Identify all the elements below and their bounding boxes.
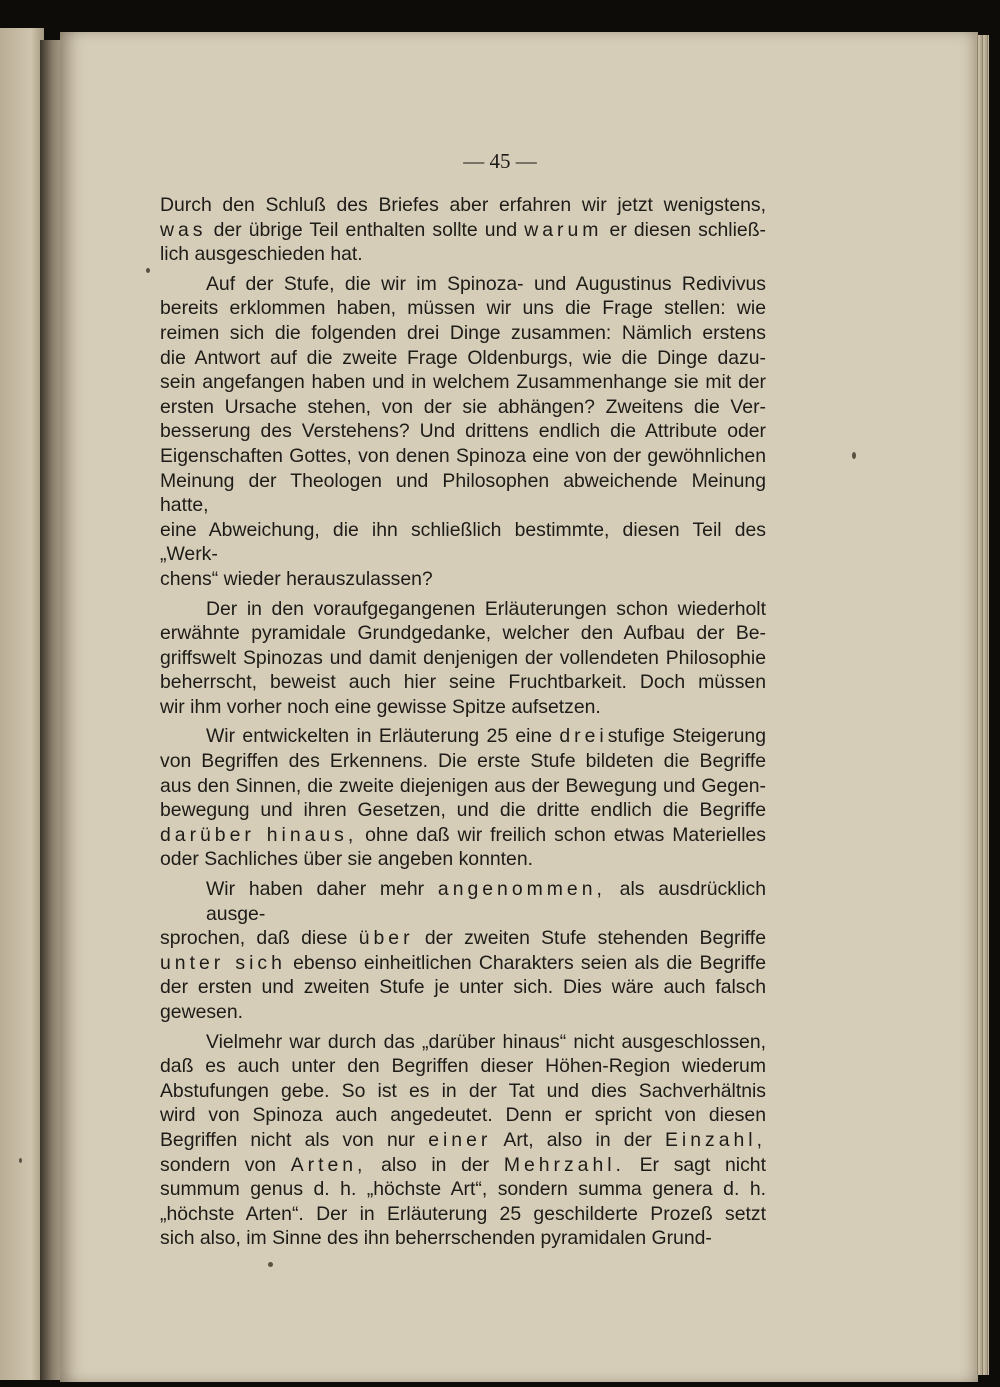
text-segment: Durch den Schluß des Briefes aber erfahren wir jetzt wenigstens, xyxy=(160,194,766,216)
text-line xyxy=(160,419,766,444)
text-line xyxy=(160,193,766,218)
text-line xyxy=(160,218,766,243)
text-line xyxy=(160,444,766,469)
text-line xyxy=(160,1079,766,1104)
text-line xyxy=(160,1103,766,1128)
text-segment: bereits erklommen haben, müssen wir uns die Frage stellen: wie xyxy=(160,297,766,320)
text-segment: Wir entwickelten in Erläuterung 25 eine xyxy=(206,725,560,748)
paragraph xyxy=(160,724,766,872)
text-line xyxy=(160,1177,766,1202)
text-line xyxy=(160,469,766,518)
text-segment: griffswelt Spinozas und damit denjenigen der vollendeten Philosophie xyxy=(160,646,766,669)
text-segment: sondern von xyxy=(160,1153,291,1176)
page-stack-edge xyxy=(975,35,989,1375)
text-segment: eine Abweichung, die ihn schließlich bestimmte, diesen Teil des „Werk- xyxy=(160,518,766,566)
paper-speck xyxy=(852,452,856,459)
text-line xyxy=(160,395,766,420)
text-segment: als ausdrücklich ausge- xyxy=(206,878,767,925)
paper-speck xyxy=(19,1158,22,1163)
text-segment: gewesen. xyxy=(160,1001,244,1023)
text-line xyxy=(160,370,766,395)
text-segment: Wir haben daher mehr xyxy=(206,878,438,901)
spaced-emphasis: darüber hinaus, xyxy=(160,823,358,846)
text-segment: die Antwort auf die zweite Frage Oldenburgs, wie die Dinge dazu- xyxy=(160,346,766,369)
text-line xyxy=(160,774,766,799)
text-segment: beherrscht, beweist auch hier seine Fruchtbarkeit. Doch müssen xyxy=(160,671,766,694)
text-line xyxy=(160,567,766,592)
page-number: — 45 — xyxy=(463,149,537,173)
text-line xyxy=(160,242,766,267)
text-segment: Begriffen nicht als von nur xyxy=(160,1128,429,1151)
text-line xyxy=(160,695,766,720)
text-segment: wir ihm vorher noch eine gewisse Spitze aufsetzen. xyxy=(160,695,601,718)
text-line xyxy=(160,1153,766,1178)
body-text xyxy=(160,193,766,1251)
text-segment: stufige Steigerung xyxy=(607,725,766,748)
spaced-emphasis: Mehrzahl. xyxy=(503,1153,625,1176)
spaced-emphasis: einer xyxy=(428,1128,492,1151)
text-segment: reimen sich die folgenden drei Dinge zusammen: Nämlich erstens xyxy=(160,321,766,344)
text-line xyxy=(160,296,766,321)
text-line xyxy=(160,724,766,749)
text-line xyxy=(160,272,766,297)
text-segment: sein angefangen haben und in welchem Zusammenhange sie mit der xyxy=(160,371,766,394)
text-line xyxy=(160,798,766,823)
text-segment: Der in den voraufgegangenen Erläuterungen schon wiederholt xyxy=(206,597,766,620)
text-segment: Art, also in der xyxy=(491,1128,665,1151)
text-segment: der zweiten Stufe stehenden Begriffe xyxy=(413,927,766,950)
text-line xyxy=(160,670,766,695)
text-segment: summum genus d. h. „höchste Art“, sondern summa genera d. h. xyxy=(160,1178,766,1201)
spaced-emphasis: Arten, xyxy=(290,1153,367,1176)
paper-speck xyxy=(268,1262,273,1267)
text-line xyxy=(160,1030,766,1055)
text-segment: „höchste Arten“. Der in Erläuterung 25 geschilderte Prozeß setzt xyxy=(160,1202,766,1225)
text-line xyxy=(160,926,766,951)
text-segment: Vielmehr war durch das „darüber hinaus“ nicht ausgeschlossen, xyxy=(206,1030,766,1053)
text-line xyxy=(160,975,766,1000)
text-segment: ersten Ursache stehen, von der sie abhängen? Zweitens die Ver- xyxy=(160,395,766,418)
text-line xyxy=(160,1128,766,1153)
text-line xyxy=(160,823,766,848)
spaced-emphasis: Einzahl, xyxy=(665,1128,766,1151)
text-segment: Auf der Stufe, die wir im Spinoza- und Augustinus Redivivus xyxy=(206,272,766,295)
spaced-emphasis: angenommen, xyxy=(437,878,606,901)
text-line xyxy=(160,877,766,926)
paragraph xyxy=(160,597,766,720)
text-segment: Er sagt nicht xyxy=(624,1153,766,1176)
paragraph xyxy=(160,193,766,267)
paragraph xyxy=(160,877,766,1025)
text-line xyxy=(160,321,766,346)
text-segment: er diesen schließ- xyxy=(602,218,767,241)
text-line xyxy=(160,518,766,567)
text-segment: ohne daß wir freilich schon etwas Materielles xyxy=(357,823,767,846)
text-line xyxy=(160,847,766,872)
text-line xyxy=(160,1054,766,1079)
spaced-emphasis: was xyxy=(160,218,207,241)
text-segment: ebenso einheitlichen Charakters seien als die Begriffe xyxy=(285,951,766,974)
text-segment: von Begriffen des Erkennens. Die erste Stufe bildeten die Begriffe xyxy=(160,750,766,773)
text-segment: der ersten und zweiten Stufe je unter sich. Dies wäre auch falsch xyxy=(160,976,766,999)
text-segment: Meinung der Theologen und Philosophen abweichende Meinung hatte, xyxy=(160,469,766,517)
text-line xyxy=(160,1000,766,1025)
paragraph xyxy=(160,272,766,592)
text-line xyxy=(160,621,766,646)
spaced-emphasis: warum xyxy=(524,218,603,241)
paragraph xyxy=(160,1030,766,1251)
spaced-emphasis: unter sich xyxy=(160,951,286,974)
text-segment: lich ausgeschieden hat. xyxy=(160,243,363,266)
text-line xyxy=(160,1202,766,1227)
text-segment: besserung des Verstehens? Und drittens endlich die Attribute oder xyxy=(160,420,766,443)
text-segment: sich also, im Sinne des ihn beherrschenden pyramidalen Grund- xyxy=(160,1227,712,1250)
text-line xyxy=(160,646,766,671)
text-line xyxy=(160,346,766,371)
text-line xyxy=(160,597,766,622)
text-segment: aus den Sinnen, die zweite diejenigen aus der Bewegung und Gegen- xyxy=(160,774,766,797)
text-segment: Abstufungen gebe. So ist es in der Tat und dies Sachverhältnis xyxy=(160,1079,766,1102)
text-segment: erwähnte pyramidale Grundgedanke, welcher den Aufbau der Be- xyxy=(160,622,766,645)
text-segment: Eigenschaften Gottes, von denen Spinoza eine von der gewöhnlichen xyxy=(160,444,766,467)
paper-speck xyxy=(146,268,150,273)
text-segment: oder Sachliches über sie angeben konnten. xyxy=(160,848,533,871)
text-segment: der übrige Teil enthalten sollte und xyxy=(206,218,525,241)
text-segment: sprochen, daß diese xyxy=(160,927,359,950)
text-segment: daß es auch unter den Begriffen dieser Höhen-Region wiederum xyxy=(160,1055,766,1078)
text-segment: wird von Spinoza auch angedeutet. Denn er spricht von diesen xyxy=(160,1104,766,1127)
left-page-edge xyxy=(0,28,44,1380)
text-segment: bewegung und ihren Gesetzen, und die dritte endlich die Begriffe xyxy=(160,799,766,822)
text-segment: chens“ wieder herauszulassen? xyxy=(160,567,433,590)
text-line xyxy=(160,1226,766,1251)
spaced-emphasis: drei xyxy=(559,725,608,748)
text-line xyxy=(160,749,766,774)
text-segment: also in der xyxy=(366,1153,504,1176)
text-line xyxy=(160,951,766,976)
spaced-emphasis: über xyxy=(358,927,414,950)
